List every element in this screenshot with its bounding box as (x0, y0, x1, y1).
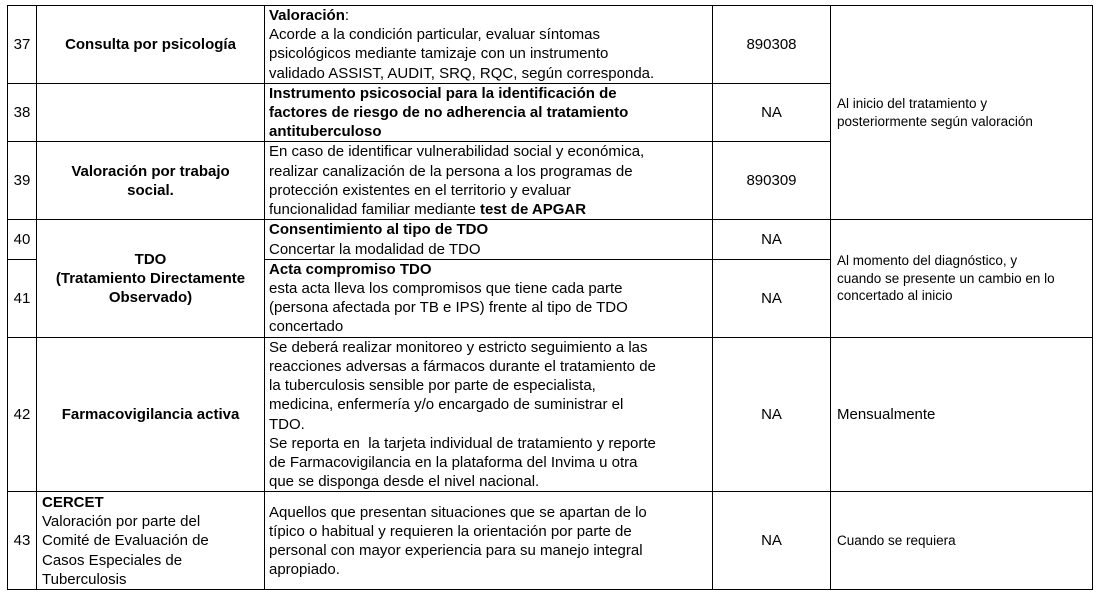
row-number-40: 40 (8, 220, 37, 259)
frequency-37-39-line-2: posteriormente según valoración (837, 113, 1033, 129)
description-41-line-2: (persona afectada por TB e IPS) frente al tipo de TDO (269, 299, 628, 317)
description-42-line-3: la tuberculosis sensible por parte de especialista, (269, 377, 596, 395)
table-row-43 (8, 492, 1093, 590)
description-43-line-1: Aquellos que presentan situaciones que se apartan de lo (269, 503, 647, 521)
code-38: NA (713, 83, 831, 142)
frequency-40-41-line-2: cuando se presente un cambio en lo (837, 270, 1055, 286)
frequency-42: Mensualmente (831, 337, 1093, 492)
description-41-title: Acta compromiso TDO (269, 260, 432, 278)
topic-tdo-line-3: Observado) (108, 289, 193, 307)
code-39: 890309 (713, 142, 831, 220)
apgar-test-label: test de APGAR (479, 201, 587, 219)
description-37-title: Valoración (269, 7, 345, 24)
description-38-line-2: factores de riesgo de no adherencia al tratamiento (269, 104, 629, 122)
frequency-40-41-line-3: concertado al inicio (837, 288, 953, 304)
description-42-line-5: TDO. (269, 415, 305, 433)
row-number-42: 42 (8, 337, 37, 492)
description-39-line-3: protección existentes en el territorio y evaluar (269, 181, 571, 199)
description-42-line-4: medicina, enfermería y/o encargado de suministrar el (269, 396, 624, 414)
description-38-line-1: Instrumento psicosocial para la identificación de (269, 84, 617, 102)
description-37: Valoración: Acorde a la condición particular, evaluar síntomas psicológicos mediante tamizaje con un instrumento validado ASSIST, AUDIT, SRQ, RQC, según corresponda. (265, 6, 713, 84)
description-39-line-1: En caso de identificar vulnerabilidad social y económica, (269, 143, 645, 161)
description-41-line-3: concertado (269, 318, 344, 336)
code-37: 890308 (713, 6, 831, 84)
description-43 (265, 492, 713, 590)
description-39-line-2: realizar canalización de la persona a los programas de (269, 162, 633, 180)
row-number-41: 41 (8, 259, 37, 337)
topic-cercet-line-3: Casos Especiales de (42, 551, 183, 569)
topic-cercet-line-1: Valoración por parte del (42, 513, 201, 531)
topic-tdo-line-1: TDO (134, 250, 167, 268)
description-39-line-4: funcionalidad familiar mediante test de APGAR (269, 201, 587, 219)
topic-social-work-line-2: social. (127, 181, 174, 199)
frequency-40-41-line-1: Al momento del diagnóstico, y (837, 253, 1018, 269)
row-number-43: 43 (8, 492, 37, 590)
code-41: NA (713, 259, 831, 337)
topic-cercet-line-2: Comité de Evaluación de (42, 532, 209, 550)
topic-social-work-line-1: Valoración por trabajo (71, 162, 230, 180)
code-42: NA (713, 337, 831, 492)
description-39 (265, 142, 713, 220)
frequency-40-41 (831, 220, 1093, 337)
row-number-37: 37 (8, 6, 37, 84)
frequency-43: Cuando se requiera (831, 492, 1093, 590)
table-row-37 (8, 6, 1093, 84)
row-number-39: 39 (8, 142, 37, 220)
code-40: NA (713, 220, 831, 259)
description-40-line-1: Concertar la modalidad de TDO (269, 240, 481, 258)
table-row-40 (8, 220, 1093, 259)
description-42 (265, 337, 713, 492)
description-43-line-4: apropiado. (269, 561, 340, 579)
description-42-line-6: Se reporta en la tarjeta individual de tratamiento y reporte (269, 434, 656, 452)
description-38 (265, 83, 713, 142)
description-42-line-8: que se disponga desde el nivel nacional. (269, 473, 540, 491)
table-row-42 (8, 337, 1093, 492)
topic-tdo-line-2: (Tratamiento Directamente (55, 270, 246, 288)
frequency-37-39 (831, 6, 1093, 220)
description-42-line-2: reacciones adversas a fármacos durante el tratamiento de (269, 358, 656, 376)
topic-psychology-consult: Consulta por psicología (37, 6, 265, 84)
description-37-line-2: psicológicos mediante tamizaje con un instrumento (269, 45, 609, 63)
description-41-line-1: esta acta lleva los compromisos que tiene cada parte (269, 280, 623, 298)
description-43-line-2: típico o habitual y requieren la orientación por parte de (269, 522, 632, 540)
description-42-line-7: de Farmacovigilancia en la plataforma del Invima u otra (269, 454, 638, 472)
description-43-line-3: personal con mayor experiencia para su manejo integral (269, 541, 643, 559)
topic-tdo (37, 220, 265, 337)
description-40-title: Consentimiento al tipo de TDO (269, 221, 489, 239)
description-40 (265, 220, 713, 259)
code-43: NA (713, 492, 831, 590)
description-41 (265, 259, 713, 337)
description-38-line-3: antituberculoso (269, 123, 382, 141)
topic-cercet-title: CERCET (42, 493, 104, 511)
description-42-line-1: Se deberá realizar monitoreo y estricto seguimiento a las (269, 338, 648, 356)
topic-cercet-line-4: Tuberculosis (42, 570, 127, 588)
services-table (7, 5, 1093, 590)
topic-pharmacovigilance: Farmacovigilancia activa (37, 337, 265, 492)
row-number-38: 38 (8, 83, 37, 142)
description-37-line-1: Acorde a la condición particular, evaluar síntomas (269, 26, 601, 44)
description-37-line-3: validado ASSIST, AUDIT, SRQ, RQC, según corresponda. (269, 64, 655, 82)
topic-cercet (37, 492, 265, 590)
topic-social-work (37, 142, 265, 220)
frequency-37-39-line-1: Al inicio del tratamiento y (837, 96, 988, 112)
topic-38-empty (37, 83, 265, 142)
